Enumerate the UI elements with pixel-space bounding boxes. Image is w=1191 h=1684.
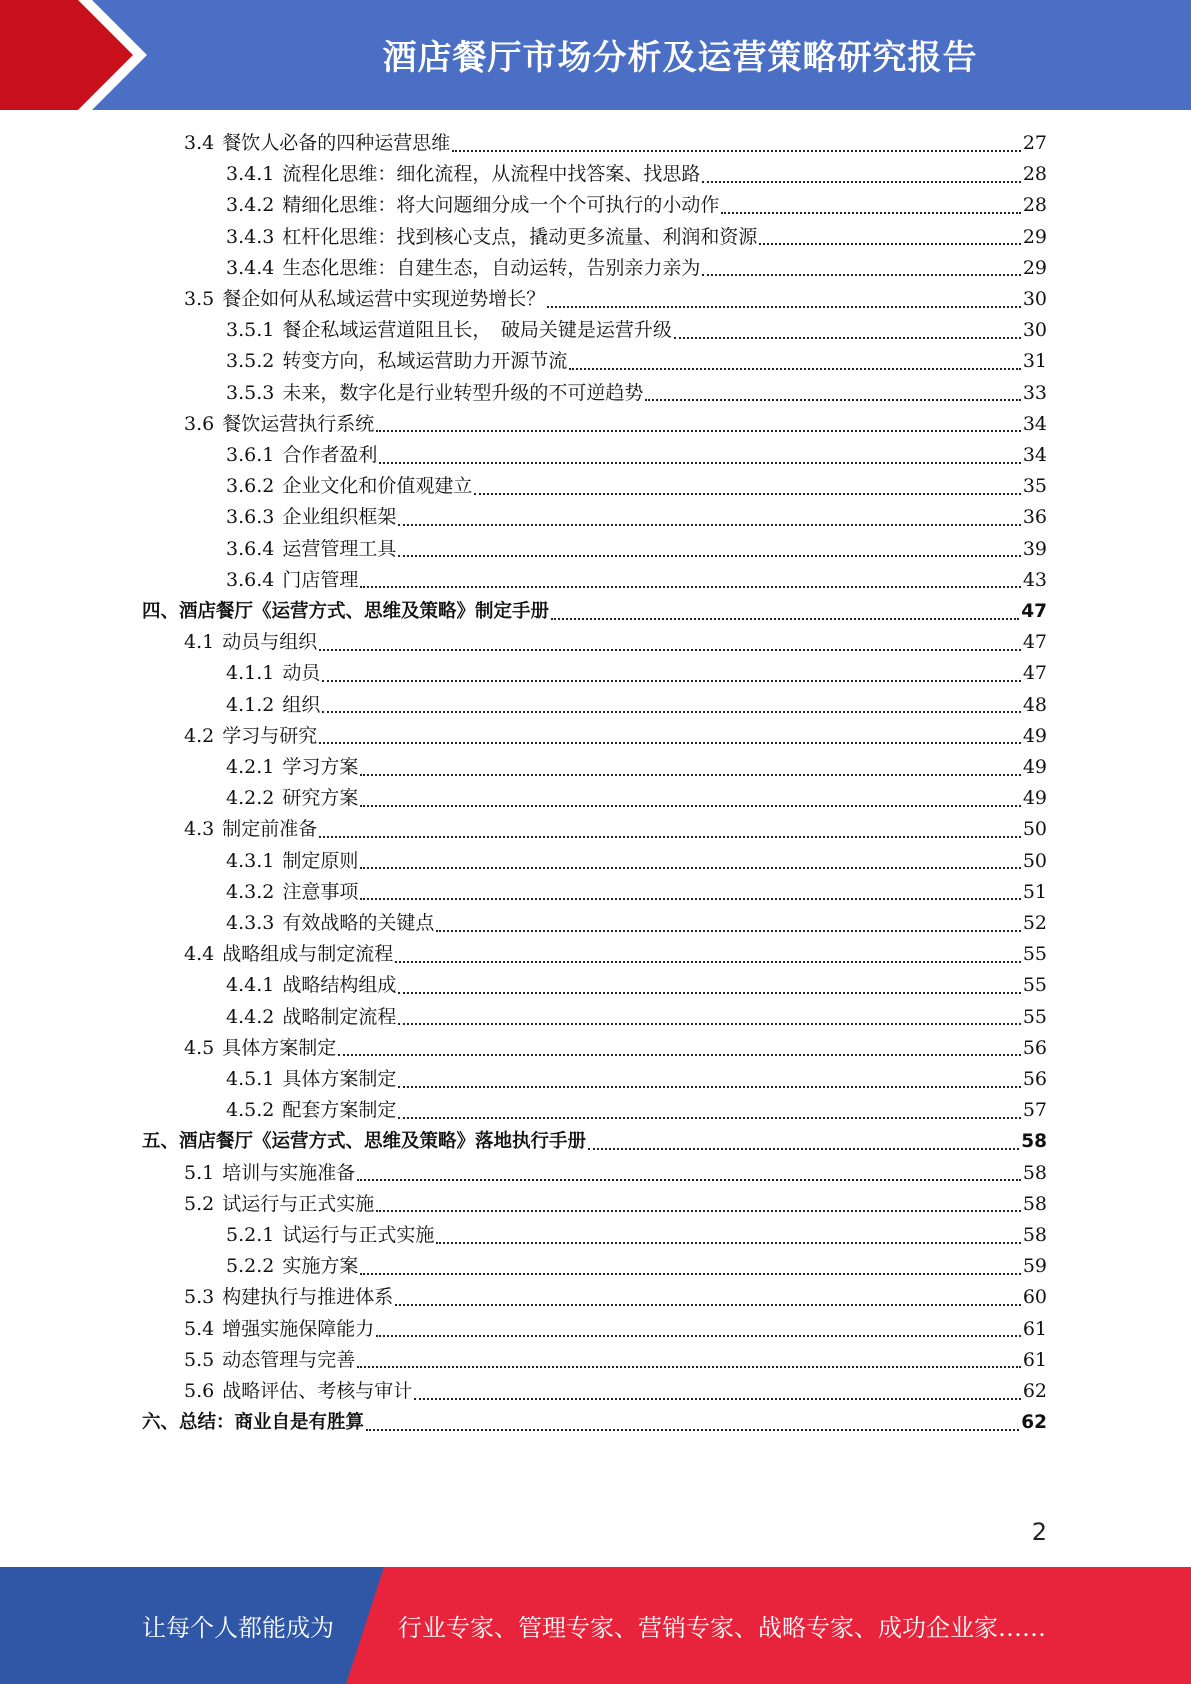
toc-entry-title: 动员 (282, 662, 321, 685)
report-title: 酒店餐厅市场分析及运营策略研究报告 (382, 37, 978, 78)
toc-entry-title: 门店管理 (282, 568, 359, 591)
toc-entry-number: 3.4.4 (226, 256, 275, 279)
toc-entry[interactable] (226, 877, 1047, 908)
header-arrow-decoration (0, 0, 150, 110)
toc-entry-number: 4.4 (184, 943, 215, 966)
toc-entry-title: 试运行与正式实施 (282, 1224, 435, 1246)
toc-entry-page: 61 (1022, 1317, 1047, 1340)
toc-dot-leader (322, 711, 1020, 713)
toc-entry-number: 4.1.2 (226, 693, 275, 716)
toc-entry[interactable] (184, 1345, 1047, 1376)
toc-entry-number: 5.2.1 (226, 1224, 275, 1246)
toc-entry[interactable] (226, 315, 1047, 346)
toc-entry-page: 27 (1022, 132, 1047, 154)
toc-dot-leader (547, 306, 1021, 308)
toc-entry-title: 具体方案制定 (222, 1036, 337, 1059)
toc-dot-leader (398, 1023, 1020, 1025)
toc-entry-page: 58 (1021, 1131, 1047, 1153)
toc-entry-title: 运营管理工具 (282, 537, 397, 560)
toc-entry-title: 动态管理与完善 (222, 1348, 356, 1371)
toc-entry[interactable] (184, 1282, 1047, 1313)
toc-entry-number: 3.4 (184, 132, 215, 154)
toc-entry-title: 企业文化和价值观建立 (282, 475, 473, 498)
toc-entry-number: 3.6.2 (226, 475, 275, 498)
toc-entry-title: 注意事项 (282, 880, 359, 903)
toc-entry[interactable] (184, 1033, 1047, 1064)
toc-dot-leader (436, 930, 1020, 932)
toc-entry[interactable] (226, 970, 1047, 1001)
toc-entry[interactable] (226, 783, 1047, 814)
toc-entry-title: 学习方案 (282, 756, 359, 778)
toc-entry-page: 49 (1022, 724, 1047, 747)
toc-entry-title: 餐饮运营执行系统 (222, 412, 375, 435)
toc-dot-leader (360, 898, 1020, 900)
toc-dot-leader (319, 836, 1021, 838)
toc-entry-page: 43 (1022, 568, 1047, 591)
toc-dot-leader (721, 212, 1020, 214)
toc-dot-leader (357, 1366, 1021, 1368)
toc-entry-page: 56 (1022, 1068, 1047, 1090)
toc-entry[interactable] (184, 409, 1047, 440)
toc-entry-page: 58 (1022, 1192, 1047, 1215)
toc-dot-leader (674, 337, 1021, 339)
toc-entry-page: 57 (1022, 1099, 1047, 1122)
toc-entry-title: 六、总结：商业自是有胜算 (142, 1412, 365, 1434)
toc-dot-leader (376, 1210, 1021, 1212)
toc-entry-number: 3.4.1 (226, 163, 275, 186)
toc-entry[interactable] (184, 939, 1047, 970)
toc-entry-number: 4.1.1 (226, 662, 275, 685)
toc-entry-title: 制定原则 (282, 849, 359, 872)
toc-entry-page: 51 (1022, 880, 1047, 903)
toc-entry-title: 动员与组织 (222, 631, 318, 654)
toc-entry-number: 3.6.1 (226, 444, 275, 466)
toc-entry[interactable] (226, 658, 1047, 689)
toc-dot-leader (376, 430, 1021, 432)
toc-entry-page: 55 (1022, 1005, 1047, 1028)
toc-entry-number: 4.3.2 (226, 880, 275, 903)
toc-entry-title: 学习与研究 (222, 724, 318, 747)
toc-entry[interactable] (226, 502, 1047, 533)
toc-entry-page: 59 (1022, 1255, 1047, 1278)
toc-entry-title: 未来，数字化是行业转型升级的不可逆趋势 (282, 381, 644, 404)
toc-entry[interactable] (184, 814, 1047, 845)
toc-entry-number: 5.1 (184, 1161, 215, 1184)
toc-entry-page: 62 (1021, 1412, 1047, 1434)
footer-banner (0, 1567, 1191, 1684)
toc-entry-number: 3.4.2 (226, 194, 275, 217)
toc-entry-number: 5.4 (184, 1317, 215, 1340)
toc-dot-leader (702, 274, 1020, 276)
toc-entry-page: 58 (1022, 1224, 1047, 1246)
toc-entry-number: 5.6 (184, 1380, 215, 1402)
toc-entry-page: 50 (1022, 818, 1047, 841)
toc-entry-title: 构建执行与推进体系 (222, 1286, 394, 1309)
toc-entry-page: 52 (1022, 912, 1047, 934)
toc-entry-page: 29 (1022, 256, 1047, 279)
toc-entry-title: 生态化思维：自建生态，自动运转，告别亲力亲为 (282, 256, 701, 279)
toc-entry-page: 30 (1022, 319, 1047, 342)
toc-entry[interactable] (226, 378, 1047, 409)
toc-dot-leader (357, 1179, 1021, 1181)
toc-entry[interactable] (184, 1158, 1047, 1189)
toc-entry-number: 4.3.3 (226, 912, 275, 934)
toc-dot-leader (366, 1429, 1019, 1431)
toc-entry-number: 4.3 (184, 818, 215, 841)
toc-entry-number: 3.5.3 (226, 381, 275, 404)
toc-entry-page: 33 (1022, 381, 1047, 404)
toc-entry-number: 4.2.2 (226, 787, 275, 810)
toc-entry-title: 战略结构组成 (282, 974, 397, 997)
toc-entry-page: 58 (1022, 1161, 1047, 1184)
toc-entry-title: 餐企私域运营道阻且长， 破局关键是运营升级 (282, 319, 672, 342)
toc-entry-page: 55 (1022, 943, 1047, 966)
toc-entry-number: 3.6.3 (226, 506, 275, 529)
toc-dot-leader (360, 867, 1020, 869)
toc-entry-page: 62 (1022, 1380, 1047, 1402)
toc-entry-number: 3.5.1 (226, 319, 275, 342)
toc-entry-page: 61 (1022, 1348, 1047, 1371)
toc-dot-leader (395, 961, 1021, 963)
toc-entry-page: 31 (1022, 350, 1047, 373)
toc-entry[interactable] (226, 253, 1047, 284)
toc-entry-title: 转变方向，私域运营助力开源节流 (282, 350, 568, 373)
toc-entry-title: 培训与实施准备 (222, 1161, 356, 1184)
toc-entry[interactable] (226, 346, 1047, 377)
toc-entry-title: 试运行与正式实施 (222, 1192, 375, 1215)
toc-entry-page: 29 (1022, 225, 1047, 248)
toc-entry-number: 4.2 (184, 724, 215, 747)
toc-entry[interactable] (226, 1251, 1047, 1282)
toc-entry-title: 战略制定流程 (282, 1005, 397, 1028)
toc-entry-number: 3.5.2 (226, 350, 275, 373)
toc-entry-number: 3.4.3 (226, 225, 275, 248)
toc-entry-page: 35 (1022, 475, 1047, 498)
toc-entry[interactable] (226, 846, 1047, 877)
toc-entry[interactable] (226, 752, 1047, 783)
toc-dot-leader (379, 462, 1020, 464)
toc-dot-leader (551, 618, 1019, 620)
toc-entry-number: 3.6 (184, 412, 215, 435)
toc-dot-leader (759, 243, 1020, 245)
toc-dot-leader (395, 1304, 1021, 1306)
toc-entry-title: 有效战略的关键点 (282, 912, 435, 934)
toc-dot-leader (452, 150, 1021, 152)
toc-entry[interactable] (226, 534, 1047, 565)
toc-entry-page: 49 (1022, 787, 1047, 810)
toc-entry[interactable] (184, 284, 1047, 315)
toc-dot-leader (474, 493, 1020, 495)
toc-entry-number: 4.3.1 (226, 849, 275, 872)
toc-dot-leader (319, 742, 1021, 744)
toc-dot-leader (414, 1398, 1021, 1400)
toc-entry-number: 4.1 (184, 631, 215, 654)
toc-entry[interactable] (184, 1376, 1047, 1407)
toc-entry[interactable] (226, 471, 1047, 502)
toc-entry-page: 47 (1022, 631, 1047, 654)
toc-entry-title: 餐企如何从私域运营中实现逆势增长？ (222, 288, 546, 310)
toc-entry-page: 34 (1022, 412, 1047, 435)
page-number: 2 (1031, 1518, 1047, 1546)
toc-dot-leader (360, 586, 1020, 588)
toc-entry-title: 研究方案 (282, 787, 359, 810)
header-banner (0, 0, 1191, 110)
toc-entry-page: 47 (1022, 662, 1047, 685)
toc-dot-leader (360, 805, 1020, 807)
toc-dot-leader (436, 1242, 1020, 1244)
toc-entry-title: 战略评估、考核与审计 (222, 1380, 413, 1402)
toc-entry-page: 36 (1022, 506, 1047, 529)
toc-entry-number: 4.5.1 (226, 1068, 275, 1090)
toc-entry-title: 实施方案 (282, 1255, 359, 1278)
toc-entry-number: 5.3 (184, 1286, 215, 1309)
toc-entry[interactable] (226, 1002, 1047, 1033)
toc-dot-leader (338, 1054, 1021, 1056)
toc-entry[interactable] (226, 690, 1047, 721)
toc-entry-number: 5.2.2 (226, 1255, 275, 1278)
toc-entry-page: 49 (1022, 756, 1047, 778)
toc-dot-leader (322, 680, 1020, 682)
toc-entry[interactable] (226, 440, 1047, 471)
toc-entry-number: 4.4.1 (226, 974, 275, 997)
footer-slogan-left: 让每个人都能成为 (142, 1614, 334, 1642)
toc-dot-leader (398, 524, 1020, 526)
toc-dot-leader (398, 1117, 1020, 1119)
toc-dot-leader (319, 649, 1021, 651)
toc-entry[interactable] (226, 159, 1047, 190)
toc-entry-page: 56 (1022, 1036, 1047, 1059)
toc-entry-page: 34 (1022, 444, 1047, 466)
toc-entry-title: 增强实施保障能力 (222, 1317, 375, 1340)
toc-dot-leader (398, 992, 1020, 994)
toc-entry-number: 3.5 (184, 288, 215, 310)
toc-dot-leader (588, 1148, 1019, 1150)
toc-entry-title: 流程化思维：细化流程，从流程中找答案、找思路 (282, 163, 701, 186)
toc-dot-leader (376, 1335, 1021, 1337)
toc-entry-page: 47 (1021, 601, 1047, 622)
toc-entry[interactable] (226, 1220, 1047, 1251)
toc-entry[interactable] (142, 1407, 1047, 1438)
toc-entry-page: 30 (1022, 288, 1047, 310)
toc-entry-title: 组织 (282, 693, 321, 716)
toc-entry-number: 4.5 (184, 1036, 215, 1059)
toc-dot-leader (702, 181, 1020, 183)
toc-entry[interactable] (226, 1064, 1047, 1095)
toc-entry-title: 合作者盈利 (282, 444, 378, 466)
toc-entry-number: 4.4.2 (226, 1005, 275, 1028)
toc-entry-title: 餐饮人必备的四种运营思维 (222, 132, 451, 154)
toc-entry[interactable] (226, 222, 1047, 253)
toc-entry-number: 4.5.2 (226, 1099, 275, 1122)
toc-entry-title: 具体方案制定 (282, 1068, 397, 1090)
toc-entry[interactable] (226, 565, 1047, 596)
toc-dot-leader (360, 1273, 1020, 1275)
toc-dot-leader (569, 368, 1020, 370)
toc-entry-page: 39 (1022, 537, 1047, 560)
toc-entry-page: 55 (1022, 974, 1047, 997)
toc-entry[interactable] (226, 1095, 1047, 1126)
toc-dot-leader (398, 1086, 1020, 1088)
toc-entry-number: 5.2 (184, 1192, 215, 1215)
toc-entry-number: 3.6.4 (226, 537, 275, 560)
toc-entry-number: 3.6.4 (226, 568, 275, 591)
toc-entry[interactable] (226, 908, 1047, 939)
toc-dot-leader (360, 774, 1020, 776)
toc-entry[interactable] (184, 1189, 1047, 1220)
toc-entry[interactable] (184, 627, 1047, 658)
toc-entry[interactable] (142, 1126, 1047, 1157)
toc-entry-number: 4.2.1 (226, 756, 275, 778)
toc-entry-title: 杠杆化思维：找到核心支点，撬动更多流量、利润和资源 (282, 225, 758, 248)
toc-entry-title: 战略组成与制定流程 (222, 943, 394, 966)
toc-entry-page: 50 (1022, 849, 1047, 872)
toc-dot-leader (398, 555, 1020, 557)
toc-entry-page: 28 (1022, 194, 1047, 217)
toc-entry-title: 四、酒店餐厅《运营方式、思维及策略》制定手册 (142, 601, 550, 622)
toc-entry-title: 企业组织框架 (282, 506, 397, 529)
toc-entry[interactable] (226, 190, 1047, 221)
toc-entry-page: 48 (1022, 693, 1047, 716)
toc-dot-leader (645, 399, 1020, 401)
toc-entry-page: 28 (1022, 163, 1047, 186)
toc-entry-number: 5.5 (184, 1348, 215, 1371)
toc-entry-title: 精细化思维：将大问题细分成一个个可执行的小动作 (282, 194, 720, 217)
toc-entry[interactable] (184, 128, 1047, 159)
toc-entry[interactable] (184, 721, 1047, 752)
toc-entry-page: 60 (1022, 1286, 1047, 1309)
toc-entry-title: 五、酒店餐厅《运营方式、思维及策略》落地执行手册 (142, 1131, 587, 1153)
toc-entry[interactable] (184, 1314, 1047, 1345)
footer-slogan-right: 行业专家、管理专家、营销专家、战略专家、成功企业家…… (398, 1614, 1046, 1642)
toc-entry-title: 配套方案制定 (282, 1099, 397, 1122)
toc-entry[interactable] (142, 596, 1047, 627)
toc-entry-title: 制定前准备 (222, 818, 318, 841)
